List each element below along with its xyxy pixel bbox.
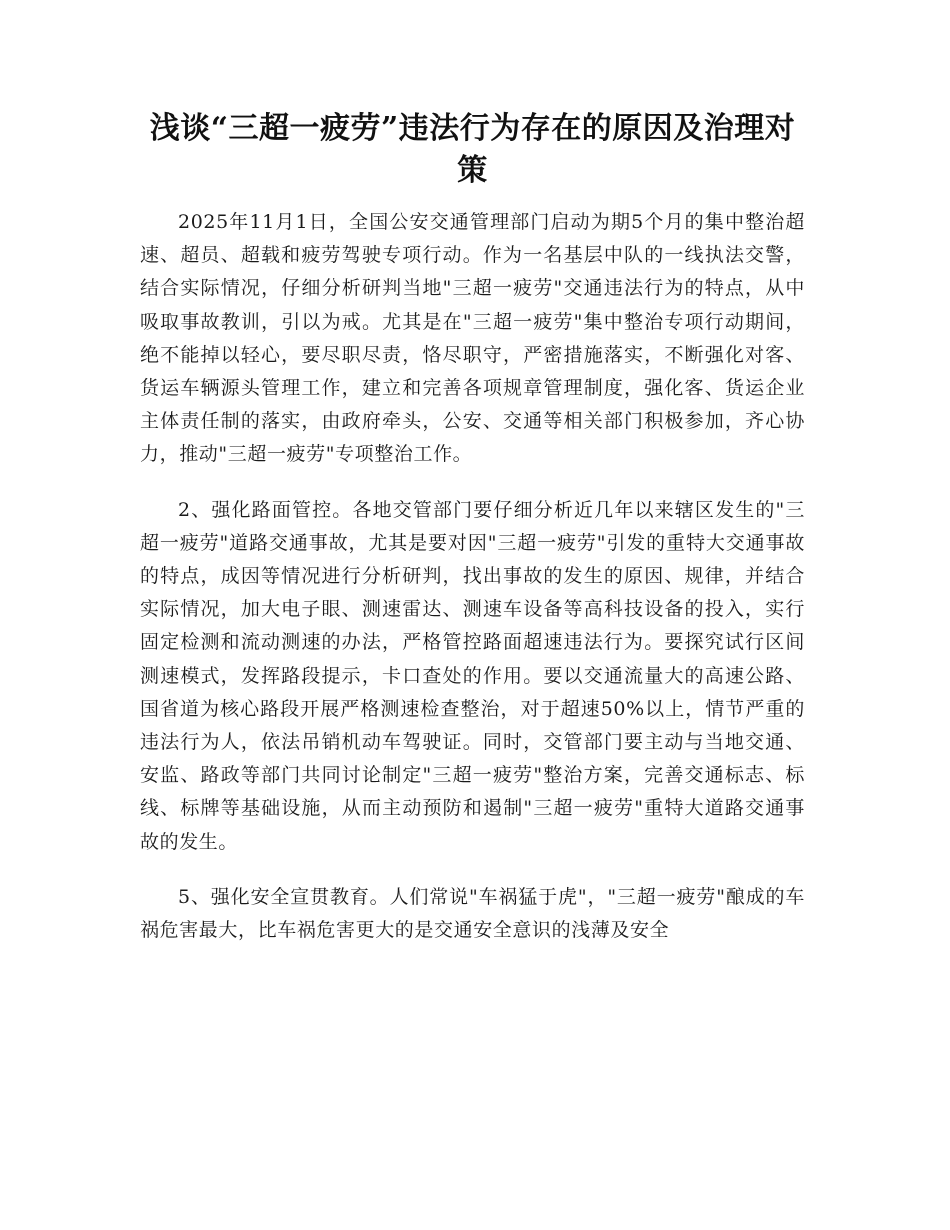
document-title: 浅谈“三超一疲劳”违法行为存在的原因及治理对策: [149, 111, 796, 188]
document-page: [140, 108, 805, 947]
paragraph-intro: 2025年11月1日，全国公安交通管理部门启动为期5个月的集中整治超速、超员、超载和疲劳驾驶专项行动。作为一名基层中队的一线执法交警，结合实际情况，仔细分析研判当地"三超一疲劳"交通违法行为的特点，从中吸取事故教训，引以为戒。尤其是在"三超一疲劳"集中整治专项行动期间，绝不能掉以轻心，要尽职尽责，恪尽职守，严密措施落实，不断强化对客、货运车辆源头管理工作，建立和完善各项规章管理制度，强化客、货运企业主体责任制的落实，由政府牵头，公安、交通等相关部门积极参加，齐心协力，推动"三超一疲劳"专项整治工作。: [140, 211, 805, 466]
paragraph-road-control: 2、强化路面管控。各地交管部门要仔细分析近几年以来辖区发生的"三超一疲劳"道路交通事故，尤其是要对因"三超一疲劳"引发的重特大交通事故的特点，成因等情况进行分析研判，找出事故的发生的原因、规律，并结合实际情况，加大电子眼、测速雷达、测速车设备等高科技设备的投入，实行固定检测和流动测速的办法，严格管控路面超速违法行为。要探究试行区间测速模式，发挥路段提示，卡口查处的作用。要以交通流量大的高速公路、国省道为核心路段开展严格测速检查整治，对于超速50%以上，情节严重的违法行为人，依法吊销机动车驾驶证。同时，交管部门要主动与当地交通、安监、路政等部门共同讨论制定"三超一疲劳"整治方案，完善交通标志、标线、标牌等基础设施，从而主动预防和遏制"三超一疲劳"重特大道路交通事故的发生。: [140, 498, 805, 853]
paragraph-safety-education: 5、强化安全宣贯教育。人们常说"车祸猛于虎"，"三超一疲劳"酿成的车祸危害最大，比车祸危害更大的是交通安全意识的浅薄及安全: [140, 885, 805, 942]
